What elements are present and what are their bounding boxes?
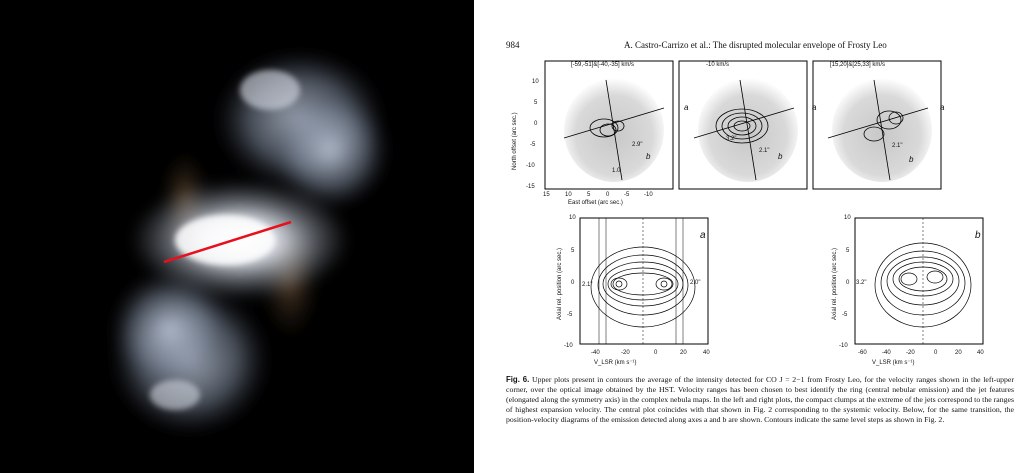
- pv-a-ann-1: 2.1": [582, 282, 593, 288]
- pv-xtick: 40: [703, 350, 710, 356]
- panel-3-ann-1: 2.1": [892, 143, 903, 149]
- top-xtick: -10: [644, 192, 653, 198]
- map-panel-1: [545, 61, 673, 189]
- top-xlabel: East offset (arc sec.): [568, 200, 623, 206]
- top-maps: [544, 60, 944, 195]
- pv-xtick: -40: [882, 350, 891, 356]
- nebula-image: [0, 0, 474, 473]
- page-number: 984: [506, 40, 520, 50]
- caption-text: Upper plots present in contours the average of the intensity detected for CO J = 2−1 from Frosty Leo, for the velocity ranges shown in the left-upper corner, over the optical image obtained by the HST. Velocity ranges has been chosen to best identify the ring (central nebular emission) and the jet features (elongated along the symmetry axis) in the complex nebula maps. In the left and right plots, the compact clumps at the extreme of the jets correspond to the ranges of highest expansion velocity. The central plot coincides with that shown in Fig. 2 corresponding to the systemic velocity. Below, for the same transition, the position-velocity diagrams of the emission detected along axes a and b are shown. Contours indicate the same level steps as shown in Fig. 2.: [506, 375, 1014, 424]
- panel-2-title: -10 km/s: [706, 62, 730, 68]
- pv-b-mark: b: [975, 230, 981, 241]
- top-xtick: 15: [543, 192, 550, 198]
- pv-xlabel-b: V_LSR (km s⁻¹): [872, 360, 915, 366]
- pv-a-mark: a: [700, 230, 706, 241]
- map-panel-3: [813, 61, 941, 189]
- panel-1-mark-b: b: [646, 152, 651, 161]
- pv-ytick: 5: [846, 248, 850, 254]
- top-ytick: 10: [532, 79, 539, 85]
- panel-2-ann-2: 2.1": [759, 148, 770, 154]
- pv-xtick: 20: [955, 350, 962, 356]
- pv-xtick: -60: [858, 350, 867, 356]
- panel-2-ann-1: 3.2": [726, 136, 737, 142]
- figure-caption: [506, 375, 1014, 425]
- pv-xtick: 0: [654, 350, 658, 356]
- top-xtick: 0: [606, 192, 610, 198]
- pv-ylabel-a: Axial rel. position (arc sec.): [557, 247, 563, 320]
- top-ytick: 5: [534, 100, 538, 106]
- top-xtick: 10: [565, 192, 572, 198]
- map-panel-2: [679, 61, 807, 189]
- pv-xtick: 40: [977, 350, 984, 356]
- pv-ytick: 5: [571, 248, 575, 254]
- pv-xlabel-a: V_LSR (km s⁻¹): [594, 360, 637, 366]
- pv-xtick: -20: [621, 350, 630, 356]
- top-ytick: -10: [526, 163, 535, 169]
- top-xtick: 5: [587, 192, 591, 198]
- panel-3-mark-b: b: [909, 155, 914, 164]
- pv-xtick: -40: [591, 350, 600, 356]
- top-ytick: -5: [530, 142, 536, 148]
- top-xtick: -5: [624, 192, 630, 198]
- panel-1-mark-a: a: [684, 103, 689, 112]
- panel-2-mark-b: b: [778, 152, 783, 161]
- pv-b-ann-1: 3.2": [856, 280, 867, 286]
- pv-ytick: 0: [571, 280, 575, 286]
- pv-ytick: 10: [569, 215, 576, 221]
- pv-xtick: 0: [934, 350, 938, 356]
- pv-diagrams: [579, 217, 999, 347]
- pv-ytick: -5: [567, 312, 573, 318]
- pv-ytick: 10: [844, 215, 851, 221]
- pv-ytick: 0: [846, 280, 850, 286]
- top-ylabel: North offset (arc sec.): [512, 112, 518, 170]
- paper-page: [474, 0, 1024, 473]
- panel-2-mark-a: a: [812, 103, 817, 112]
- figure-label: Fig. 6.: [506, 375, 530, 384]
- pv-ylabel-b: Axial rel. position (arc sec.): [832, 247, 838, 320]
- panel-1-ann-2: 1.0: [612, 168, 621, 174]
- pv-xtick: 20: [680, 350, 687, 356]
- panel-3-mark-a: a: [940, 103, 945, 112]
- pv-panel-b: [855, 218, 983, 344]
- running-title: A. Castro-Carrizo et al.: The disrupted molecular envelope of Frosty Leo: [624, 40, 887, 50]
- pv-panel-a: [580, 218, 708, 344]
- panel-1-ann-1: 2.9": [632, 142, 643, 148]
- pv-ytick: -5: [842, 312, 848, 318]
- pv-a-ann-2: 2.0": [690, 280, 701, 286]
- pv-ytick: -10: [839, 343, 848, 349]
- top-ytick: -15: [526, 184, 535, 190]
- panel-3-title: [15,20]&[25,33] km/s: [830, 62, 886, 68]
- pv-xtick: -20: [906, 350, 915, 356]
- top-ytick: 0: [534, 121, 538, 127]
- panel-1-title: [-59,-51]&[-40,-35] km/s: [571, 62, 635, 68]
- pv-ytick: -10: [564, 343, 573, 349]
